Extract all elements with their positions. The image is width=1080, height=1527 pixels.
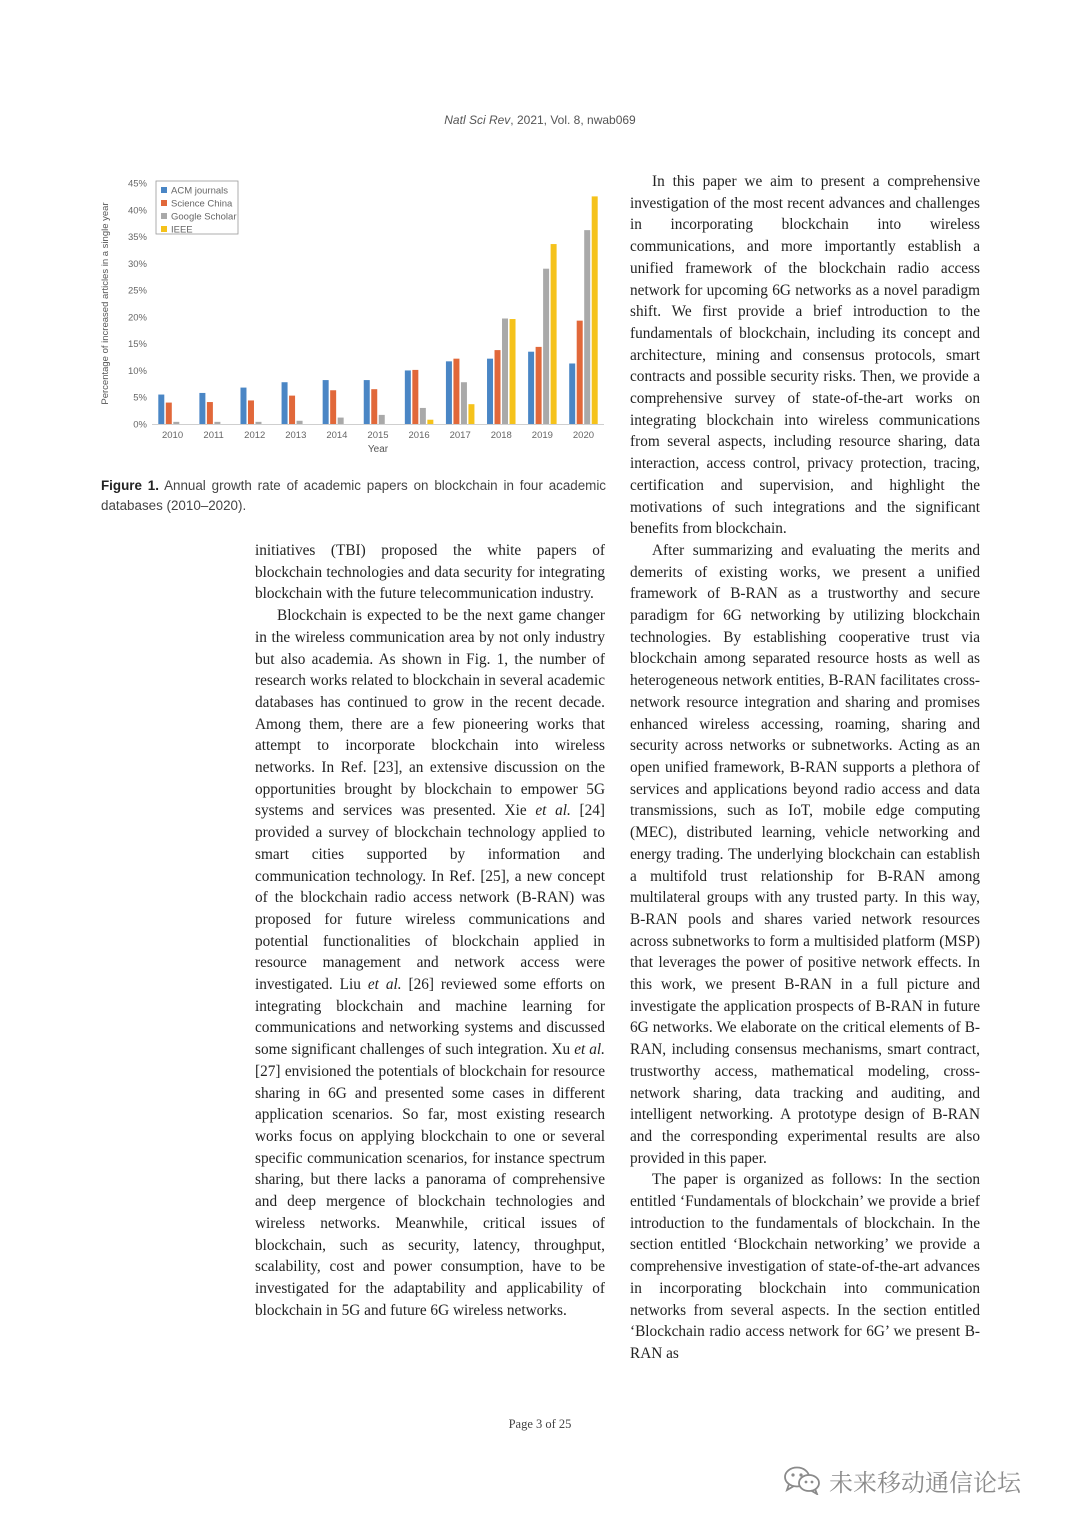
y-tick-label: 35% [127,232,147,244]
text-run-italic: et al. [574,1041,605,1059]
x-tick-label: 2010 [161,430,184,441]
legend-swatch [161,226,167,232]
y-tick-label: 10% [127,365,147,377]
legend-swatch [161,200,167,206]
y-tick-label: 45% [127,178,147,190]
bar [543,269,549,424]
y-tick-label: 5% [133,392,147,404]
bar-chart [96,170,608,458]
x-tick-label: 2017 [449,430,471,441]
bar [592,196,598,424]
bar [468,404,474,424]
bar [173,422,179,424]
text-run: [26] reviewed some efforts on integrating blockchain and machine learning for communications and networking systems and discussed some significant challenges of such integration. Xu [255,976,605,1059]
y-axis-title: Percentage of increased articles in a single year [100,202,111,405]
x-tick-label: 2015 [367,430,389,441]
bar [569,363,575,424]
y-tick-label: 20% [127,312,147,324]
bar [577,321,583,424]
legend-entry: Google Scholar [171,211,237,223]
x-tick-label: 2011 [203,430,224,441]
x-tick-label: 2018 [490,430,512,441]
bar [495,350,501,424]
bar [158,395,164,424]
text-run: [24] provided a survey of blockchain technology applied to smart cities supported by information and communication technology. In Ref. [25], a new concept of the blockchain radio access network (B-RAN) was proposed for future wireless communications and potential functionalities of blockchain applied in resource management and network access were investigated. Liu [255,802,605,994]
text-run-italic: et al. [367,976,402,994]
bar [510,319,516,424]
paragraph: initiatives (TBI) proposed the white papers of blockchain technologies and data security for integrating blockchain with the future telecommunication industry. [255,542,605,603]
legend-entry: ACM journals [171,185,229,197]
bar [536,347,542,424]
bar [255,422,261,424]
bar [323,380,329,424]
x-tick-label: 2019 [531,430,553,441]
y-tick-label: 0% [133,419,147,431]
figure-label: Figure 1. [101,478,159,493]
paragraph: The paper is organized as follows: In the section entitled ‘Fundamentals of blockchain’ we provide a brief introduction to the fundamentals of blockchain. In the section entitled ‘Blockchain networking’ we provide a comprehensive investigation of state-of-the-art advances in incorporating blockchain into communication networks from several aspects. In the section entitled ‘Blockchain radio access network for 6G’ we present B-RAN as [630,1171,980,1362]
bar [528,352,534,424]
bar [282,382,288,424]
watermark [783,1460,1021,1500]
paragraph: In this paper we aim to present a comprehensive investigation of the most recent advances and challenges in incorporating blockchain into wireless communications, and more importantly establish a unified framework of the blockchain radio access network for upcoming 6G networks as a novel paradigm shift. We first provide a brief introduction to the fundamentals of blockchain, including its concept and architecture, mining and consensus protocols, smart contracts and possible security risks. Then, we provide a comprehensive survey of state-of-the-art works on integrating blockchain into wireless communications from several aspects, including resource sharing, data interaction, access control, privacy protection, tracing, certification and supervision, and highlight the motivations of such integrations and the significant benefits from blockchain. [630,173,980,538]
bar [379,415,385,424]
bar [461,382,467,424]
journal-name: Natl Sci Rev [444,113,511,127]
figure-caption [101,476,606,516]
bar [240,388,246,424]
bar [453,359,459,424]
y-tick-label: 40% [127,205,147,217]
bar [330,390,336,424]
bar [427,420,433,424]
watermark-text: 未来移动通信论坛 [829,1468,1021,1497]
bar [338,418,344,424]
page-number: Page 3 of 25 [508,1417,572,1431]
right-column [630,171,980,1365]
x-tick-label: 2020 [572,430,595,441]
bar [502,318,508,424]
bar [214,422,220,424]
bar [289,396,295,424]
x-axis-title: Year [367,444,389,455]
bar [412,370,418,424]
journal-details: , 2021, Vol. 8, nwab069 [510,113,636,127]
legend-swatch [161,187,167,193]
text-run-italic: et al. [535,802,571,820]
x-tick-label: 2013 [285,430,307,441]
paragraph: After summarizing and evaluating the merits and demerits of existing works, we present a unified framework of B-RAN as a trustworthy and secure paradigm for 6G networking by utilizing blockchain technologies. By establishing cooperative trust via blockchain among separated resource hosts as well as heterogeneous network entities, B-RAN facilitates cross-network resource integration and sharing and promises enhanced wireless accessing, roaming, sharing and security across networks or subnetworks. Acting as an open unified framework, B-RAN supports a plethora of services and applications beyond radio access and data transmissions, such as IoT, mobile edge computing (MEC), distributed learning, vehicle networking and energy trading. The underlying blockchain can establish a multifold trust relationship for B-RAN among multilateral groups with any trusted party. In this way, B-RAN pools and shares varied network resources across subnetworks to form a multisided platform (MSP) that leverages the power of positive network effects. In this work, we present B-RAN in a full picture and investigate the application prospects of B-RAN in future 6G networks. We elaborate on the critical elements of B-RAN, including consensus mechanisms, smart contract, trustworthy access, mathematical modeling, cross-network sharing, data tracking and auditing, and intelligent networking. A prototype design of B-RAN and the corresponding experimental results are also provided in this paper. [630,541,980,1167]
legend-entry: Science China [171,198,233,210]
bar [446,361,452,424]
y-tick-label: 15% [127,339,147,351]
x-tick-label: 2016 [408,430,430,441]
wechat-icon [783,1465,821,1495]
figure-caption-text: Annual growth rate of academic papers on blockchain in four academic databases (2010–2020). [101,478,607,513]
bar [584,230,590,424]
bar [199,393,205,424]
left-column [255,540,605,1321]
bar [364,380,370,424]
bar [166,403,172,424]
bar [405,370,411,424]
bar [371,389,377,424]
bar [420,408,426,424]
running-head [0,113,1080,127]
x-tick-label: 2014 [326,430,348,441]
x-tick-label: 2012 [244,430,266,441]
bar [551,244,557,424]
text-run: Blockchain is expected to be the next game changer in the wireless communication area by not only industry but also academia. As shown in Fig. 1, the number of research works related to blockchain in several academic databases has continued to grow in the recent decade. Among them, there are a few pioneering works that attempt to incorporate blockchain into wireless networks. In Ref. [23], an extensive discussion on the opportunities brought by blockchain to empower 5G systems and services was presented. Xie [255,607,605,820]
bar [487,359,493,424]
text-run: [27] envisioned the potentials of blockchain for resource sharing in 6G and presented some cases in different application scenarios. So far, most existing research works focus on applying blockchain to one or several specific communication scenarios, for instance spectrum sharing, but there lacks a panorama of comprehensive and deep mergence of blockchain technologies and wireless networks. Meanwhile, critical issues of blockchain, such as security, latency, throughput, scalability, cost and power consumption, have to be investigated for the adaptability and applicability of blockchain in 5G and future 6G wireless networks. [255,1062,605,1319]
bar [248,400,254,424]
paragraph [255,605,605,1321]
y-tick-label: 25% [127,285,147,297]
legend-entry: IEEE [171,224,193,236]
bar [207,402,213,424]
legend-swatch [161,213,167,219]
y-tick-label: 30% [127,258,147,270]
bar [297,421,303,424]
